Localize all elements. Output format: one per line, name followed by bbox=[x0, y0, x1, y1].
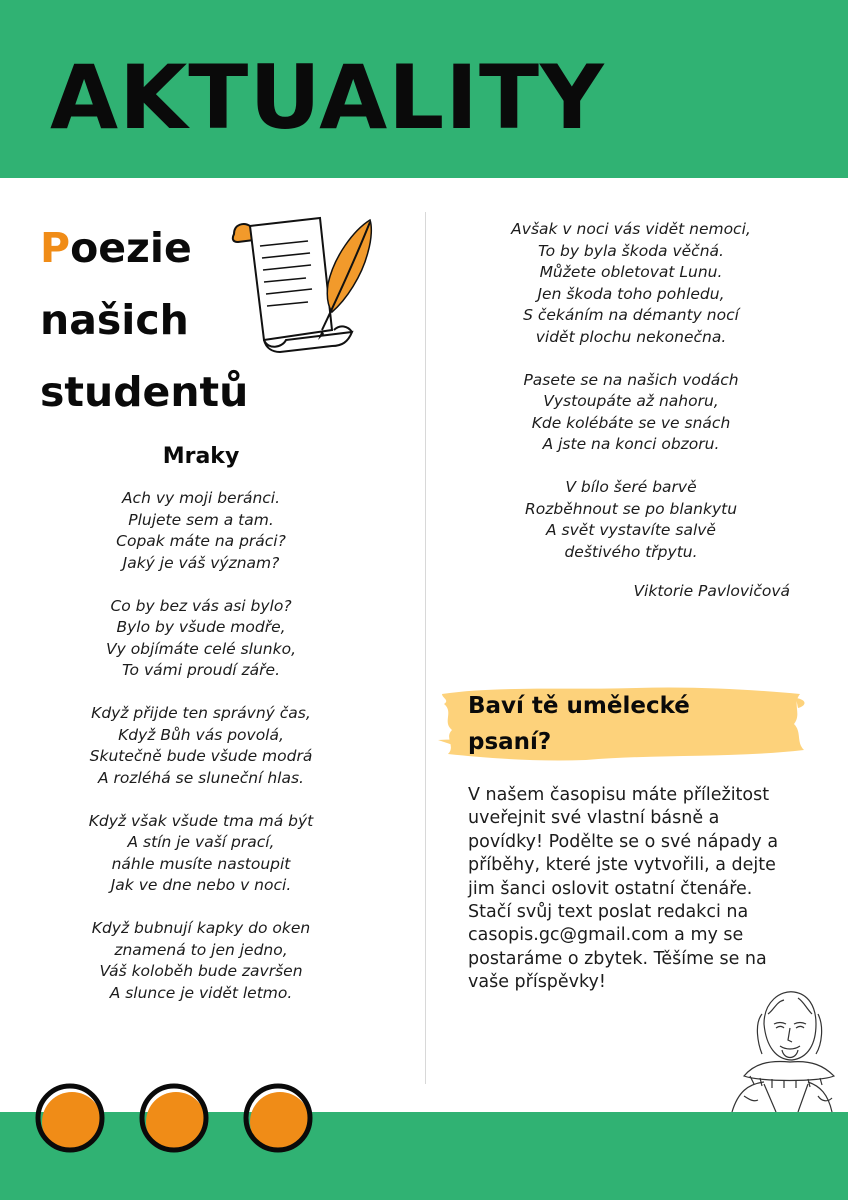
poem-line: Ach vy moji beránci. bbox=[121, 489, 281, 507]
cta-title-line-1: Baví tě umělecké bbox=[468, 693, 690, 719]
poem-line: Plujete sem a tam. bbox=[128, 510, 274, 529]
title-line-1: oezie bbox=[70, 224, 192, 272]
poem-line: Když však všude tma má být bbox=[88, 811, 314, 830]
cta-title-line-2: psaní? bbox=[468, 729, 552, 755]
poem-line: A stín je vaší prací, bbox=[127, 833, 275, 851]
cta-body-line: uveřejnit své vlastní básně a bbox=[468, 808, 720, 829]
poem-line: Co by bez vás asi bylo? bbox=[110, 596, 292, 615]
cta-body-line: Stačí svůj text poslat redakci na bbox=[468, 902, 749, 923]
poem-line: znamená to jen jedno, bbox=[114, 940, 288, 959]
cta-body-line: povídky! Podělte se o své nápady a bbox=[468, 831, 779, 852]
poem-author: Viktorie Pavlovičová bbox=[633, 582, 790, 600]
poem-line: To vámi proudí záře. bbox=[121, 661, 281, 679]
poem-title: Mraky bbox=[162, 444, 240, 469]
poem-line: Vystoupáte až nahoru, bbox=[543, 392, 719, 410]
poem-line: vidět plochu nekonečna. bbox=[535, 327, 727, 346]
cta-body-line: vaše příspěvky! bbox=[468, 972, 606, 993]
shakespeare-portrait-icon bbox=[724, 984, 840, 1112]
poem-line: Kde kolébáte se ve snách bbox=[531, 413, 731, 432]
poem-right-column bbox=[450, 219, 812, 585]
poem-line: A slunce je vidět letmo. bbox=[109, 983, 293, 1002]
cta-body-line: jim šanci oslovit ostatní čtenáře. bbox=[468, 878, 753, 899]
poem-line: A svět vystavíte salvě bbox=[546, 521, 716, 539]
poem-line: Když přijde ten správný čas, bbox=[91, 704, 311, 722]
section-title bbox=[40, 212, 248, 428]
poem-line: Vy objímáte celé slunko, bbox=[105, 639, 297, 658]
poem-stanza bbox=[30, 488, 372, 574]
poem-line: A jste na konci obzoru. bbox=[542, 435, 720, 453]
title-line-2: našich bbox=[40, 296, 189, 344]
cta-body-line: V našem časopisu máte příležitost bbox=[468, 785, 770, 805]
poem-line: Rozběhnout se po blankytu bbox=[524, 499, 738, 518]
poem-left-column bbox=[30, 488, 372, 1026]
poem-line: Bylo by všude modře, bbox=[116, 618, 286, 636]
poem-stanza bbox=[450, 219, 812, 348]
cta-body-line: postaráme o zbytek. Těšíme se na bbox=[468, 948, 767, 969]
title-line-3: studentů bbox=[40, 368, 249, 416]
poem-line: V bílo šeré barvě bbox=[565, 478, 697, 496]
poem-line: náhle musíte nastoupit bbox=[111, 854, 291, 873]
poem-line: Můžete obletovat Lunu. bbox=[539, 263, 723, 281]
poem-line: Jen škoda toho pohledu, bbox=[537, 284, 725, 303]
poem-line: A rozléhá se sluneční hlas. bbox=[98, 768, 304, 787]
poem-line: Když bubnují kapky do oken bbox=[91, 919, 311, 937]
poem-line: Avšak v noci vás vidět nemoci, bbox=[511, 220, 751, 238]
poem-line: Copak máte na práci? bbox=[116, 532, 286, 550]
poem-stanza bbox=[30, 918, 372, 1004]
cta-body-line: příběhy, které jste vytvořili, a dejte bbox=[468, 855, 776, 876]
scroll-quill-icon bbox=[224, 212, 384, 354]
poem-stanza bbox=[450, 477, 812, 563]
poem-stanza bbox=[450, 370, 812, 456]
poem-line: Jak ve dne nebo v noci. bbox=[110, 876, 292, 894]
cta-title bbox=[468, 688, 690, 760]
cta-body bbox=[468, 784, 808, 995]
header-band bbox=[0, 0, 848, 178]
poem-line: Když Bůh vás povolá, bbox=[118, 725, 284, 744]
poem-line: Pasete se na našich vodách bbox=[523, 370, 739, 389]
title-accent-letter: P bbox=[40, 224, 71, 272]
poem-stanza bbox=[30, 703, 372, 789]
decorative-circle-2 bbox=[138, 1082, 210, 1154]
poem-line: Váš koloběh bude završen bbox=[99, 962, 303, 980]
poem-stanza bbox=[30, 596, 372, 682]
poem-stanza bbox=[30, 811, 372, 897]
poem-line: Skutečně bude všude modrá bbox=[89, 747, 313, 765]
poem-line: S čekáním na démanty nocí bbox=[523, 306, 739, 324]
decorative-circle-1 bbox=[34, 1082, 106, 1154]
footer-band bbox=[0, 1112, 848, 1200]
decorative-circle-3 bbox=[242, 1082, 314, 1154]
cta-body-line: casopis.gc@gmail.com a my se bbox=[468, 925, 744, 946]
page-title: AKTUALITY bbox=[50, 46, 605, 149]
poem-line: deštivého třpytu. bbox=[564, 542, 698, 561]
poem-line: Jaký je váš význam? bbox=[122, 553, 280, 572]
column-divider bbox=[425, 212, 426, 1084]
poem-line: To by byla škoda věčná. bbox=[538, 241, 724, 260]
